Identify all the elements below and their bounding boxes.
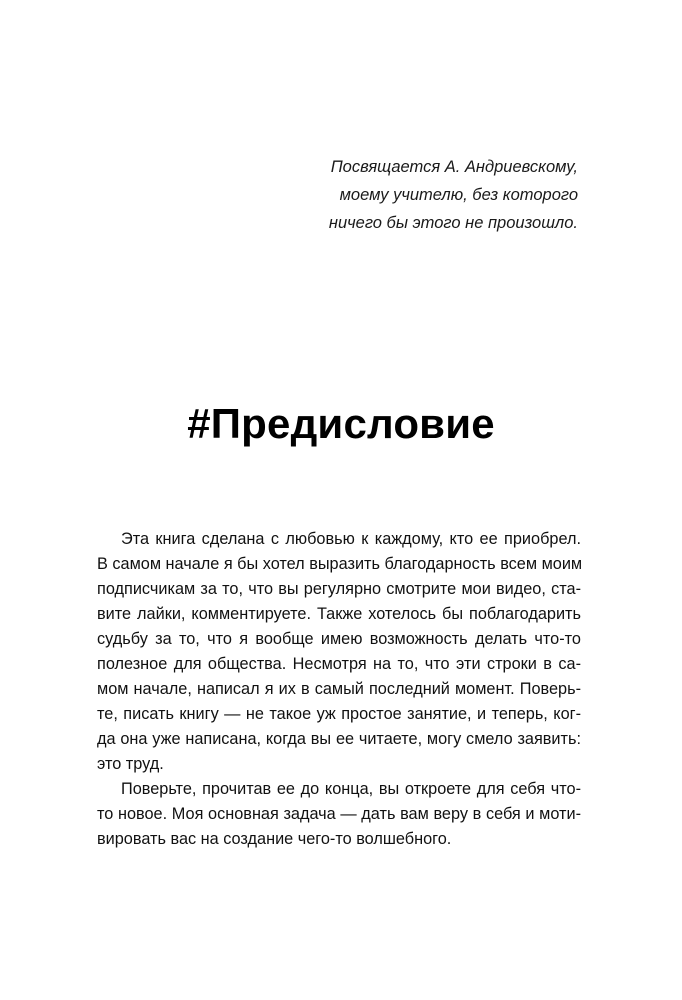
text-line: Эта книга сделана с любовью к каждому, кто ее приобрел. — [121, 530, 581, 548]
paragraph — [97, 777, 581, 852]
dedication — [329, 153, 578, 237]
text-line: вировать вас на создание чего-то волшебного. — [97, 830, 452, 848]
dedication-line: Посвящается А. Андриевскому, — [330, 158, 578, 176]
text-line: полезное для общества. Несмотря на то, что эти строки в са- — [97, 655, 581, 673]
text-line: вите лайки, комментируете. Также хотелось бы поблагодарить — [97, 605, 581, 623]
text-line: это труд. — [97, 755, 164, 773]
paragraph — [97, 527, 581, 777]
text-line: да она уже написана, когда вы ее читаете, могу смело заявить: — [97, 730, 581, 748]
dedication-line: ничего бы этого не произошло. — [328, 214, 578, 232]
text-line: судьбу за то, что я вообще имею возможность делать что-то — [97, 630, 581, 648]
text-line: подписчикам за то, что вы регулярно смотрите мои видео, ста- — [97, 580, 581, 598]
text-line: мом начале, написал я их в самый последний момент. Поверь- — [97, 680, 581, 698]
chapter-title: #Предисловие — [187, 400, 495, 447]
text-line: В самом начале я бы хотел выразить благодарность всем моим — [97, 555, 583, 573]
dedication-line: моему учителю, без которого — [339, 186, 578, 204]
text-line: Поверьте, прочитав ее до конца, вы откроете для себя что- — [121, 780, 581, 798]
text-line: те, писать книгу — не такое уж простое занятие, и теперь, ког- — [97, 705, 581, 723]
body-text — [97, 527, 581, 852]
text-line: то новое. Моя основная задача — дать вам веру в себя и моти- — [97, 805, 581, 823]
